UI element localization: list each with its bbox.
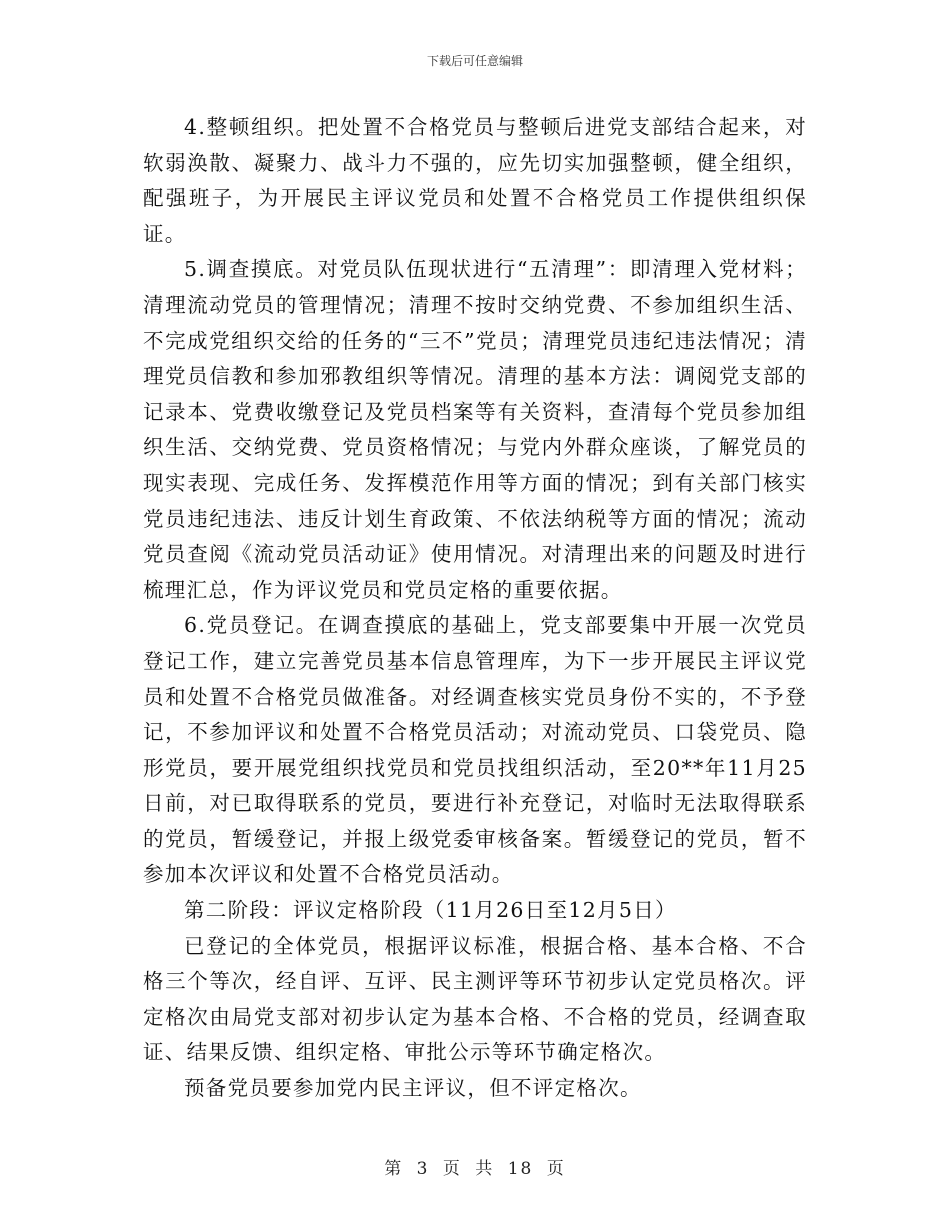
- paragraph-investigation: 5.调查摸底。对党员队伍现状进行“五清理”：即清理入党材料；清理流动党员的管理情况；清理不按时交纳党费、不参加组织生活、不完成党组织交给的任务的“三不”党员；清理党员违纪违法情况；清理党员信教和参加邪教组织等情况。清理的基本方法：调阅党支部的记录本、党费收缴登记及党员档案等有关资料，查清每个党员参加组织生活、交纳党费、党员资格情况；与党内外群众座谈，了解党员的现实表现、完成任务、发挥模范作用等方面的情况；到有关部门核实党员违纪违法、违反计划生育政策、不依法纳税等方面的情况；流动党员查阅《流动党员活动证》使用情况。对清理出来的问题及时进行梳理汇总，作为评议党员和党员定格的重要依据。: [143, 257, 807, 602]
- page-header: 下载后可任意编辑: [426, 54, 523, 68]
- section-heading-stage-two: 第二阶段：评议定格阶段（11月26日至12月5日）: [184, 898, 677, 923]
- paragraph-reorganize: 4.整顿组织。把处置不合格党员与整顿后进党支部结合起来，对软弱涣散、凝聚力、战斗力不强的，应先切实加强整顿，健全组织，配强班子，为开展民主评议党员和处置不合格党员工作提供组织保证。: [143, 115, 807, 246]
- paragraph-probationary: 预备党员要参加党内民主评议，但不评定格次。: [184, 1076, 642, 1101]
- paragraph-registration: 6.党员登记。在调查摸底的基础上，党支部要集中开展一次党员登记工作，建立完善党员基本信息管理库，为下一步开展民主评议党员和处置不合格党员做准备。对经调查核实党员身份不实的，不予登记，不参加评议和处置不合格党员活动；对流动党员、口袋党员、隐形党员，要开展党组织找党员和党员找组织活动，至20**年11月25日前，对已取得联系的党员，要进行补充登记，对临时无法取得联系的党员，暂缓登记，并报上级党委审核备案。暂缓登记的党员，暂不参加本次评议和处置不合格党员活动。: [143, 613, 807, 887]
- document-body: [143, 110, 807, 1107]
- page-footer: 第 3 页 共 18 页: [384, 1159, 566, 1179]
- paragraph-evaluation: 已登记的全体党员，根据评议标准，根据合格、基本合格、不合格三个等次，经自评、互评、民主测评等环节初步认定党员格次。评定格次由局党支部对初步认定为基本合格、不合格的党员，经调查取证、结果反馈、组织定格、审批公示等环节确定格次。: [143, 933, 807, 1065]
